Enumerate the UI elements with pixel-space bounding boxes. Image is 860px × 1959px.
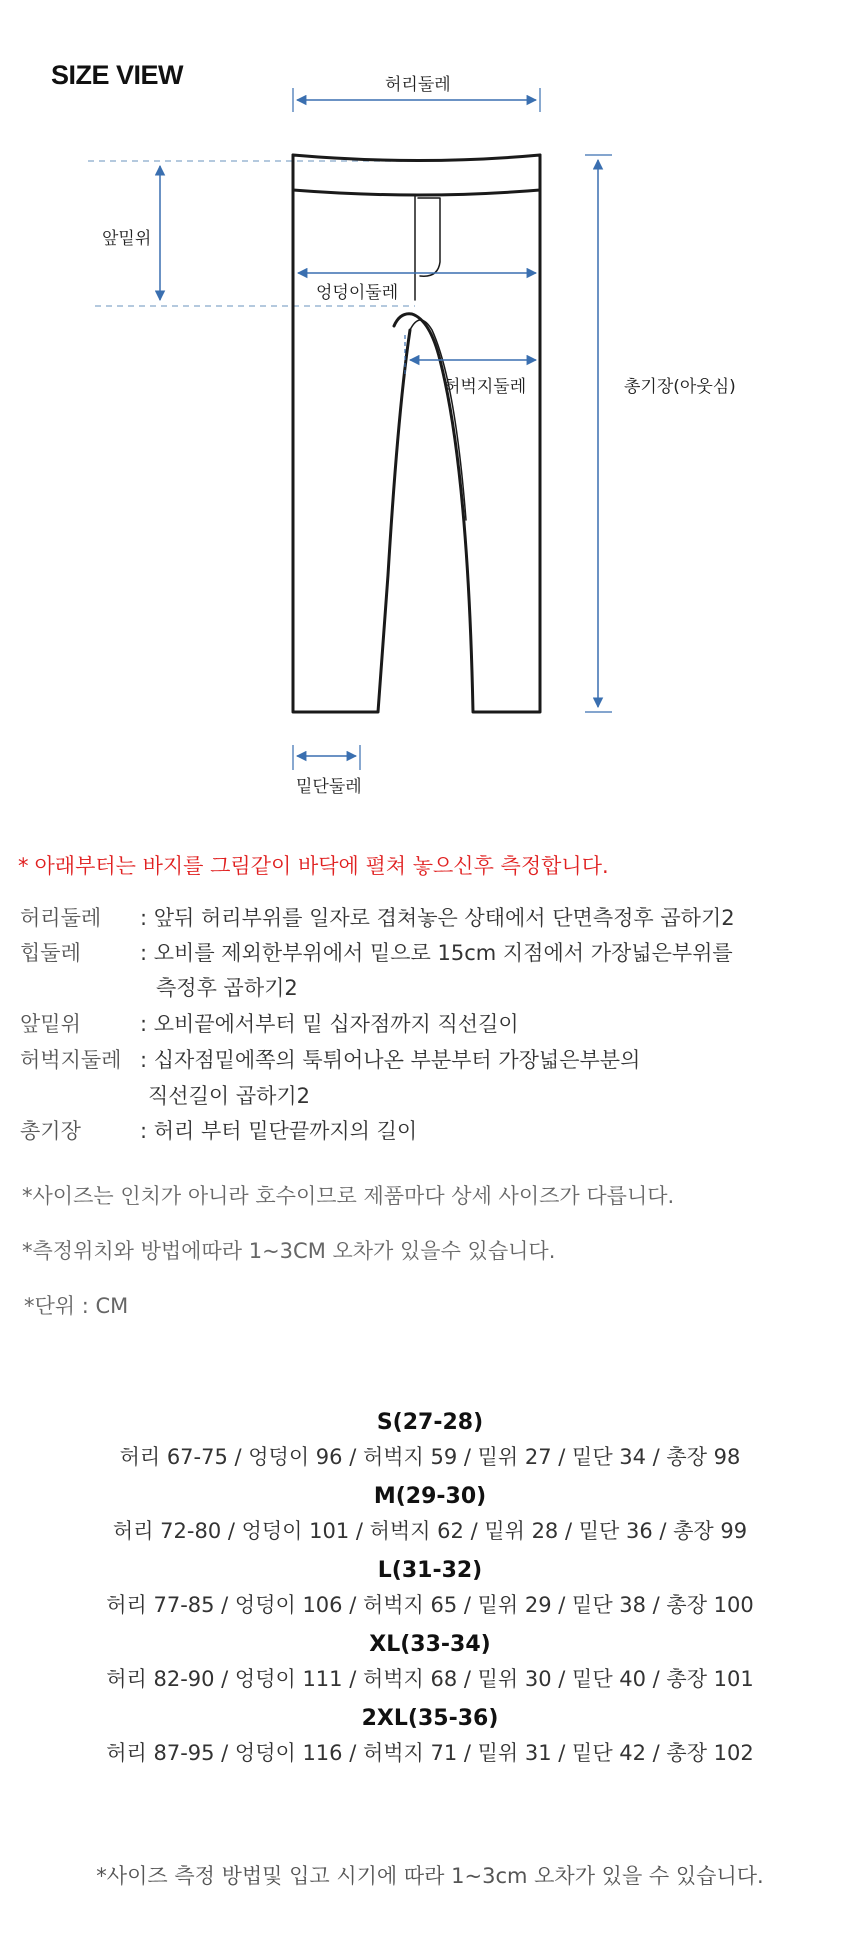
measurement-row xyxy=(20,1008,519,1038)
measurement-row xyxy=(20,1044,640,1074)
hem-dimension xyxy=(293,745,360,770)
measurement-term: 허벅지둘레 xyxy=(20,1048,122,1072)
size-name: XL(33-34) xyxy=(369,1632,491,1657)
length-label: 총기장(아웃심) xyxy=(624,377,736,397)
measurement-term: 허리둘레 xyxy=(20,906,102,930)
hem-label: 밑단둘레 xyxy=(296,777,362,797)
unit-note: *단위 : CM xyxy=(24,1294,129,1318)
size-name: L(31-32) xyxy=(377,1558,483,1583)
size-measurements: 허리 82-90 / 엉덩이 111 / 허벅지 68 / 밑위 30 / 밑단 40 / 총장 101 xyxy=(106,1667,754,1691)
rise-label: 앞밑위 xyxy=(102,229,152,249)
notice-star: * xyxy=(18,854,29,878)
pants-diagram xyxy=(0,0,860,810)
page-title: SIZE VIEW xyxy=(51,60,184,90)
size-name: 2XL(35-36) xyxy=(361,1706,499,1731)
waist-label: 허리둘레 xyxy=(385,75,451,95)
thigh-dimension xyxy=(405,335,536,375)
measurement-desc-continued: 직선길이 곱하기2 xyxy=(148,1084,311,1108)
size-note: *측정위치와 방법에따라 1~3CM 오차가 있을수 있습니다. xyxy=(22,1239,556,1263)
measurement-term: 앞밑위 xyxy=(20,1012,81,1036)
measurement-row xyxy=(20,937,733,967)
measurement-row xyxy=(20,1115,417,1145)
measurement-desc-continued: 측정후 곱하기2 xyxy=(156,976,298,1000)
measurement-desc: : 오비끝에서부터 밑 십자점까지 직선길이 xyxy=(140,1012,519,1036)
measurement-desc: : 십자점밑에쪽의 툭튀어나온 부분부터 가장넓은부분의 xyxy=(140,1048,641,1072)
size-name: S(27-28) xyxy=(376,1410,484,1435)
size-measurements: 허리 87-95 / 엉덩이 116 / 허벅지 71 / 밑위 31 / 밑단 42 / 총장 102 xyxy=(106,1741,754,1765)
notice-text: 아래부터는 바지를 그림같이 바닥에 펼쳐 놓으신후 측정합니다. xyxy=(34,854,609,878)
size-measurements: 허리 77-85 / 엉덩이 106 / 허벅지 65 / 밑위 29 / 밑단 38 / 총장 100 xyxy=(106,1593,754,1617)
thigh-label: 허벅지둘레 xyxy=(444,377,527,397)
size-note: *사이즈는 인치가 아니라 호수이므로 제품마다 상세 사이즈가 다릅니다. xyxy=(22,1184,675,1208)
pants-outline xyxy=(293,155,540,712)
size-measurements: 허리 67-75 / 엉덩이 96 / 허벅지 59 / 밑위 27 / 밑단 34 / 총장 98 xyxy=(119,1445,741,1469)
measurement-term: 힙둘레 xyxy=(20,941,81,965)
measurement-desc: : 오비를 제외한부위에서 밑으로 15cm 지점에서 가장넓은부위를 xyxy=(140,941,733,965)
hip-label: 엉덩이둘레 xyxy=(316,283,399,303)
measurement-desc: : 앞뒤 허리부위를 일자로 겹쳐놓은 상태에서 단면측정후 곱하기2 xyxy=(140,906,735,930)
measurement-desc: : 허리 부터 밑단끝까지의 길이 xyxy=(140,1119,418,1143)
footer-note: *사이즈 측정 방법및 입고 시기에 따라 1~3cm 오차가 있을 수 있습니다. xyxy=(96,1864,764,1888)
size-name: M(29-30) xyxy=(373,1484,487,1509)
measurement-term: 총기장 xyxy=(20,1119,81,1143)
measurement-row xyxy=(20,902,735,932)
size-measurements: 허리 72-80 / 엉덩이 101 / 허벅지 62 / 밑위 28 / 밑단 36 / 총장 99 xyxy=(112,1519,748,1543)
length-dimension xyxy=(585,155,612,712)
measurement-notice xyxy=(18,850,609,880)
